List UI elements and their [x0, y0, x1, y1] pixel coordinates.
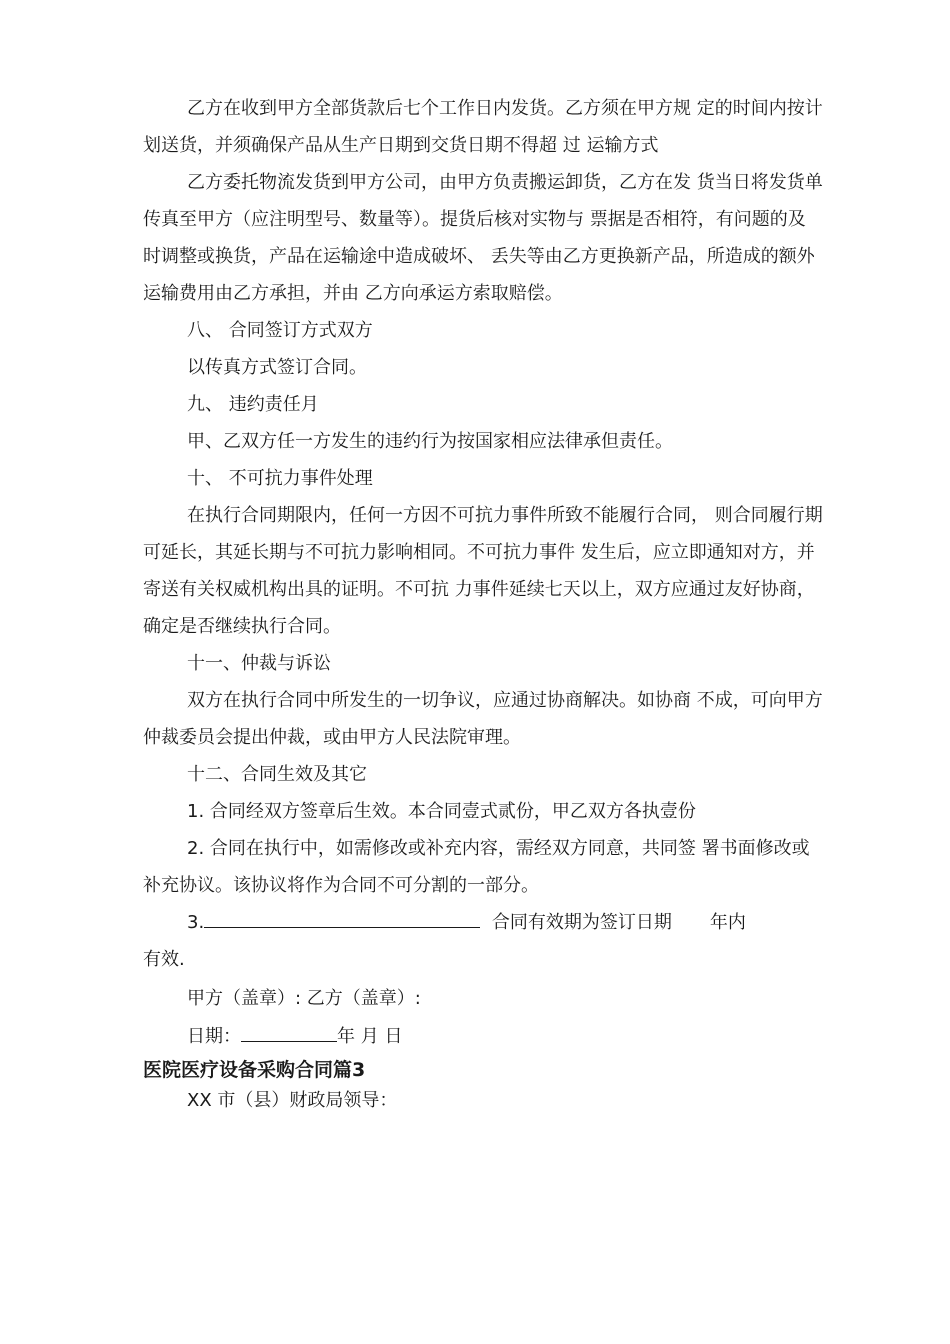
paragraph-transport: 乙方委托物流发货到甲方公司，由甲方负责搬运卸货，乙方在发 货当日将发货单传真至甲方（应注明型号、数量等）。提货后核对实物与 票据是否相符，有问题的及时调整或换货，产品在运输途中造成破坏、 丢失等由乙方更换新产品，所造成的额外运输费用由乙方承担，并由 乙方向承运方索取赔偿。 [143, 172, 823, 304]
item-3-suffix: 年内 [709, 912, 746, 933]
section-12-item-1: 1. 合同经双方签章后生效。本合同壹式贰份，甲乙双方各执壹份 [187, 801, 696, 822]
date-label: 日期： [187, 1026, 241, 1047]
section-title-3: 医院医疗设备采购合同篇3 [143, 1059, 366, 1081]
date-line [143, 1019, 823, 1055]
section-12-title: 十二、合同生效及其它 [187, 764, 367, 785]
date-units: 年 月 日 [337, 1026, 403, 1047]
section-11-body: 双方在执行合同中所发生的一切争议，应通过协商解决。如协商 不成，可向甲方仲裁委员会提出仲裁，或由甲方人民法院审理。 [143, 690, 823, 748]
section-12-item-2: 2. 合同在执行中，如需修改或补充内容，需经双方同意，共同签 署书面修改或补充协议。该协议将作为合同不可分割的一部分。 [143, 838, 810, 896]
section-10-body: 在执行合同期限内，任何一方因不可抗力事件所致不能履行合同， 则合同履行期可延长，其延长期与不可抗力影响相同。不可抗力事件 发生后，应立即通知对方，并寄送有关权威机构出具的证明。不可抗 力事件延续七天以上，双方应通过友好协商，确定是否继续执行合同。 [143, 505, 823, 637]
item-3-number: 3. [187, 912, 205, 933]
section-12-item-3 [143, 904, 823, 941]
section-9-body: 甲、乙双方任一方发生的违约行为按国家相应法律承但责任。 [187, 431, 673, 452]
item-3-tail: 有效. [143, 949, 185, 970]
section-9-title: 九、 违约责任月 [187, 394, 319, 415]
item-3-text: 合同有效期为签订日期 [491, 912, 672, 933]
section-11-title: 十一、仲裁与诉讼 [187, 653, 331, 674]
seal-line: 甲方（盖章）: 乙方（盖章）: [187, 988, 421, 1009]
document-content [143, 90, 823, 1117]
section-8-body: 以传真方式签订合同。 [187, 357, 367, 378]
validity-blank[interactable] [204, 909, 480, 928]
addressee-line: XX 市（县）财政局领导： [187, 1090, 398, 1111]
date-blank[interactable] [241, 1023, 337, 1042]
paragraph-delivery: 乙方在收到甲方全部货款后七个工作日内发货。乙方须在甲方规 定的时间内按计划送货，并须确保产品从生产日期到交货日期不得超 过 运输方式 [143, 98, 823, 156]
section-8-title: 八、 合同签订方式双方 [187, 320, 373, 341]
section-10-title: 十、 不可抗力事件处理 [187, 468, 373, 489]
